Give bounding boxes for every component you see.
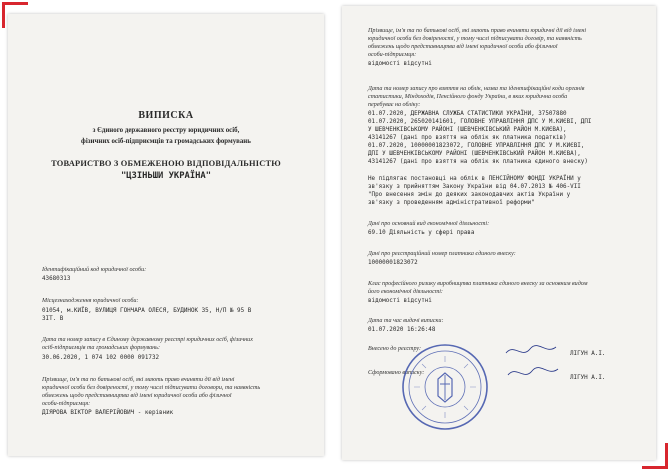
registration-line-6: ДПІ У ШЕВЧЕНКІВСЬКОМУ РАЙОНІ (ШЕВЧЕНКІВСЬКИЙ РАЙОН М.КИЄВА), xyxy=(368,151,581,157)
issued-label: Внесено до реєстру: xyxy=(368,346,422,352)
persons-label-line-2: юридичної особи без довіреності, у тому числі підписувати договори, та наявність xyxy=(42,385,261,391)
pension-line-2: зв'язку з прийняттям Закону України від 04.07.2013 № 406-VII xyxy=(368,184,581,190)
risk-label-line-2: його економічної діяльності: xyxy=(368,289,443,295)
date-value: 01.07.2020 16:26:48 xyxy=(368,327,436,333)
persons-label-line-4: особи-підприємця: xyxy=(368,52,417,58)
location-line-2: ЗІТ. В xyxy=(42,316,64,322)
insurer-label: Дані про реєстраційний номер платника єдиного внеску: xyxy=(368,251,516,257)
registration-label-line-3: перебуває на обліку: xyxy=(368,102,421,108)
registration-line-4: 43141267 (дані про взяття на облік як платника податків) xyxy=(368,135,567,141)
activity-label: Дані про основний вид економічної діяльності: xyxy=(368,221,490,227)
page-subtitle-line-1: з Єдиного державного реєстру юридичних осіб, xyxy=(92,127,240,134)
official-stamp-icon xyxy=(400,342,490,432)
date-label: Дата та час видачі виписки: xyxy=(368,318,444,324)
persons-label-line-2: юридичної особи без довіреності, у тому числі підписувати договір, та наявність xyxy=(368,36,582,42)
record-label-line-1: Дата та номер запису в Єдиному державному реєстрі юридичних осіб, фізичних xyxy=(42,337,253,343)
page-subtitle-line-2: фізичних осіб-підприємців та громадських формувань xyxy=(81,138,251,145)
record-label-line-2: осіб-підприємців та громадських формувань: xyxy=(42,345,160,351)
persons-label-line-3: обмежень щодо представництва від імені юридичної особи або фізичної xyxy=(368,44,558,50)
activity-value: 69.10 Діяльність у сфері права xyxy=(368,230,475,236)
corner-mark-top-left-v xyxy=(2,2,5,28)
insurer-value: 10000001823072 xyxy=(368,260,418,266)
record-value: 30.06.2020, 1 074 102 0000 091732 xyxy=(42,355,160,361)
persons-value: ДІЯРОВА ВІКТОР ВАЛЕРІЙОВИЧ - керівник xyxy=(42,410,174,416)
id-code-value: 43680313 xyxy=(42,276,71,282)
persons-label-line-1: Прізвище, ім'я та по батькові осіб, які мають право вчиняти дії від імені xyxy=(42,377,235,383)
location-line-1: 01054, м.КИЇВ, ВУЛИЦЯ ГОНЧАРА ОЛЕСЯ, БУДИНОК 35, Н/П № 95 В xyxy=(42,308,252,314)
persons-label-line-3: обмежень щодо представництва від імені юридичної особи або фізичної xyxy=(42,393,232,399)
org-name: "ЦЗІНЬШИ УКРАЇНА" xyxy=(120,171,212,181)
persons-label-line-4: особи-підприємця: xyxy=(42,401,91,407)
pension-line-3: "Про внесення змін до деяких законодавчих актів України у xyxy=(368,192,571,198)
formed-label: Сформовано виписку: xyxy=(368,370,425,376)
registration-label-line-1: Дата та номер запису про взяття на облік, назва та ідентифікаційні коди органів xyxy=(368,86,585,92)
document-page-2 xyxy=(342,6,656,460)
corner-mark-bottom-right-v xyxy=(665,443,668,469)
registration-line-7: 43141267 (дані про взяття на облік як платника єдиного внеску) xyxy=(368,159,588,165)
registration-line-1: 01.07.2020, ДЕРЖАВНА СЛУЖБА СТАТИСТИКИ УКРАЇНИ, 37507880 xyxy=(368,111,567,117)
registration-line-5: 01.07.2020, 10000001823072, ГОЛОВНЕ УПРАВЛІННЯ ДПС У М.КИЄВІ, xyxy=(368,143,585,149)
id-code-label: Ідентифікаційний код юридичної особи: xyxy=(42,267,147,273)
corner-mark-top-left-h xyxy=(2,2,28,5)
persons-label-line-1: Прізвище, ім'я та по батькові осіб, які мають право вчиняти юридичні дії від імені xyxy=(368,28,587,34)
formed-value: ЛІГУН А.І. xyxy=(570,375,606,381)
document-page-1 xyxy=(8,14,324,456)
org-type: ТОВАРИСТВО З ОБМЕЖЕНОЮ ВІДПОВІДАЛЬНІСТЮ xyxy=(51,159,281,168)
location-label: Місцезнаходження юридичної особи: xyxy=(42,298,139,304)
pension-line-1: Не підлягає постановці на облік в ПЕНСІЙНОМУ ФОНДІ УКРАЇНИ у xyxy=(368,176,581,182)
issued-value: ЛІГУН А.І. xyxy=(570,351,606,357)
registration-line-2: 01.07.2020, 265020141601, ГОЛОВНЕ УПРАВЛІННЯ ДПС У М.КИЄВІ, ДПІ xyxy=(368,119,592,125)
signature-scribble xyxy=(502,341,562,385)
registration-line-3: У ШЕВЧЕНКІВСЬКОМУ РАЙОНІ (ШЕВЧЕНКІВСЬКИЙ РАЙОН М.КИЄВА), xyxy=(368,127,567,133)
risk-label-line-1: Клас професійного ризику виробництва платника єдиного внеску за основним видом xyxy=(368,281,588,287)
persons-value: відомості відсутні xyxy=(368,61,432,67)
pension-line-4: зв'язку з проведенням адміністративної реформи" xyxy=(368,200,535,206)
risk-value: відомості відсутні xyxy=(368,298,432,304)
page-title: ВИПИСКА xyxy=(138,110,194,121)
registration-label-line-2: статистики, Міндоходів, Пенсійного фонду України, в яких юридична особа xyxy=(368,94,568,100)
